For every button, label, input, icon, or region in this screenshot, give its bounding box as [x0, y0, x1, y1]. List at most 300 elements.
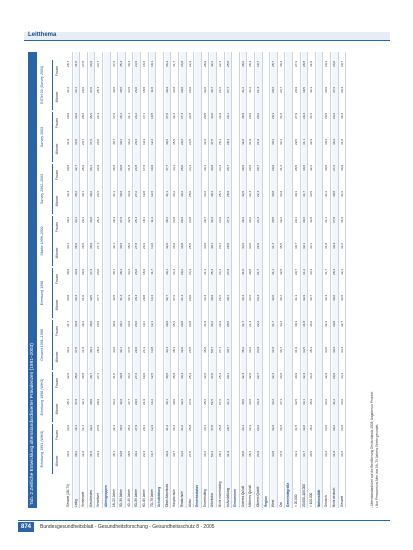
column-subheader: Frauen	[55, 169, 59, 181]
table-cell: 33,9	[66, 425, 70, 431]
table-cell: 30,2	[332, 425, 336, 431]
row-label: 30–39 Jahre	[119, 489, 124, 507]
table-cell: 27,8	[332, 217, 336, 223]
rotated-table-region	[28, 52, 390, 508]
table-cell: 30,5	[324, 165, 329, 171]
table-cell: 42,4	[240, 373, 245, 379]
table-cell: 46,7	[210, 87, 215, 93]
table-cell: 42,3	[111, 425, 116, 431]
table-cell: 47,5	[210, 139, 215, 145]
table-cell: 50,7	[210, 347, 215, 353]
row-label: Hauptschule	[172, 489, 177, 507]
row-label: 60–69 Jahre	[142, 489, 146, 507]
table-cell: 37,7	[164, 165, 169, 171]
table-cell: 34,3	[278, 139, 283, 145]
table-cell: 20,3	[142, 243, 146, 249]
table-cell: 29,5	[202, 113, 207, 119]
table-cell: 49,1	[210, 243, 215, 249]
table-cell: 40,6	[332, 347, 336, 353]
table-cell: 42,0	[164, 243, 169, 249]
table-row	[309, 52, 316, 508]
table-cell: 34,7	[309, 295, 314, 301]
table-cell: 12,2	[149, 139, 154, 145]
table-cell: 30,7	[294, 243, 298, 249]
table-cell: 18,1	[142, 217, 146, 223]
column-subheader: Männer	[55, 91, 59, 103]
table-cell: 29,0	[134, 347, 139, 353]
table-cell: 26,0	[96, 269, 101, 275]
table-cell: 26,0	[96, 139, 101, 145]
table-cell: 33,1	[73, 217, 78, 223]
column-group-header: Erhebung 1998	[40, 268, 53, 318]
column-subheader: Frauen	[55, 221, 59, 233]
table-cell: 33,9	[126, 321, 131, 327]
table-cell: 32,3	[324, 321, 329, 327]
table-cell: 27,3	[294, 61, 298, 67]
table-cell: 46,0	[240, 399, 245, 405]
table-cell: 37,0	[88, 87, 93, 93]
table-cell: 34,2	[126, 139, 131, 145]
section-header-bar	[24, 32, 390, 41]
table-cell: 43,8	[210, 165, 215, 171]
footnote: ¹ Altersstandardisiert auf die Bevölkerung Deutschlands 2003; Angaben in Prozent.	[370, 391, 374, 508]
table-cell: 29,9	[324, 113, 329, 119]
table-cell: 32,0	[202, 87, 207, 93]
column-subheader: Frauen	[55, 429, 59, 441]
table-cell: 31,7	[301, 191, 306, 197]
table-cell: 32,5	[126, 217, 131, 223]
table-cell: 24,3	[187, 269, 192, 275]
row-label: Gesamt	[339, 495, 344, 507]
table-cell: 40,3	[240, 217, 245, 223]
table-cell: 39,1	[164, 269, 169, 275]
table-cell: 32,1	[81, 399, 86, 405]
table-cell: 38,7	[88, 373, 93, 379]
table-caption: Tab. 2 Zeitliche Entwicklung altersstandardisierter Prävalenzen (1991–2003)	[28, 52, 37, 508]
table-cell: 35,9	[73, 243, 78, 249]
table-cell: 43,8	[119, 451, 124, 457]
table-cell: 31,0	[180, 425, 184, 431]
table-cell: 31,4	[271, 243, 276, 249]
table-cell: 22,9	[256, 243, 260, 249]
table-cell: 20,7	[256, 165, 260, 171]
table-cell: 36,3	[126, 295, 131, 301]
table-cell: 33,1	[172, 165, 177, 171]
table-cell: 21,3	[142, 347, 146, 353]
table-rotation-container	[28, 52, 390, 508]
table-cell: 36,2	[202, 451, 207, 457]
table-cell: 36,1	[278, 295, 283, 301]
table-cell: 42,8	[111, 295, 116, 301]
table-cell: 24,0	[187, 87, 192, 93]
table-cell: 31,3	[294, 295, 298, 301]
column-subheader: Männer	[55, 247, 59, 259]
table-cell: 26,6	[96, 191, 101, 197]
table-cell: 39,9	[164, 87, 169, 93]
table-cell: 30,1	[225, 295, 230, 301]
table-cell: 31,1	[271, 269, 276, 275]
table-cell: 32,0	[73, 113, 78, 119]
table-cell: 32,4	[172, 113, 177, 119]
table-cell: 41,7	[240, 321, 245, 327]
table-cell: 19,6	[142, 373, 146, 379]
table-cell: 33,8	[202, 243, 207, 249]
table-cell: 31,8	[81, 347, 86, 353]
table-cell: 16,6	[142, 61, 146, 67]
table-cell: 29,8	[66, 165, 70, 171]
table-cell: 26,7	[225, 165, 230, 171]
row-label: Einkommen	[233, 488, 238, 507]
table-cell: 34,8	[73, 139, 78, 145]
row-label: Gemeindegröße	[286, 482, 291, 507]
table-cell: 44,2	[111, 399, 116, 405]
table-cell: 37,9	[278, 451, 283, 457]
table-cell: 37,7	[126, 399, 131, 405]
table-cell: 30,3	[294, 321, 298, 327]
table-cell: 31,3	[202, 269, 207, 275]
table-row	[264, 52, 271, 508]
table-cell: 12,9	[149, 425, 154, 431]
table-cell: 35,1	[66, 399, 70, 405]
table-cell: 30,9	[66, 269, 70, 275]
table-cell: 27,9	[134, 425, 139, 431]
table-cell: 52,3	[210, 451, 215, 457]
table-cell: 32,4	[324, 295, 329, 301]
table-cell: 33,6	[324, 399, 329, 405]
table-cell: 23,9	[218, 217, 222, 223]
table-cell: 34,2	[248, 347, 253, 353]
table-cell: 34,0	[278, 373, 283, 379]
table-cell: 34,9	[88, 61, 93, 67]
row-label: 70–79 Jahre	[149, 489, 154, 507]
table-cell: 21,9	[142, 399, 146, 405]
table-cell: 36,1	[119, 113, 124, 119]
table-row	[324, 52, 331, 508]
table-cell: 29,6	[248, 165, 253, 171]
table-cell: 28,6	[180, 217, 184, 223]
table-row	[203, 52, 210, 508]
table-cell: 35,5	[172, 139, 177, 145]
footnote: ² Nur Personen im Alter von 18–79 Jahren; Werte gerundet.	[374, 423, 379, 508]
table-cell: 30,2	[248, 217, 253, 223]
table-cell: 29,7	[294, 269, 298, 275]
table-cell: 32,6	[202, 139, 207, 145]
table-row	[157, 52, 164, 508]
table-cell: 34,1	[309, 243, 314, 249]
table-cell: 42,9	[119, 399, 124, 405]
table-cell: 36,3	[164, 61, 169, 67]
table-cell: 31,4	[81, 425, 86, 431]
table-cell: 32,8	[278, 269, 283, 275]
table-cell: 32,0	[248, 373, 253, 379]
table-cell: 48,3	[210, 191, 215, 197]
table-cell: 29,7	[339, 61, 344, 67]
table-cell: 31,9	[202, 321, 207, 327]
journal-citation: Bundesgesundheitsblatt - Gesundheitsforschung - Gesundheitsschutz 8 · 2005	[40, 524, 215, 530]
table-cell: 29,1	[294, 217, 298, 223]
table-cell: 35,5	[88, 113, 93, 119]
table-cell: 37,9	[111, 113, 116, 119]
table-cell: 33,0	[301, 425, 306, 431]
table-cell: 47,0	[210, 373, 215, 379]
table-cell: 49,9	[210, 295, 215, 301]
table-cell: 26,8	[180, 61, 184, 67]
table-cell: 28,2	[96, 347, 101, 353]
table-cell: 37,4	[88, 269, 93, 275]
table-cell: 34,8	[248, 399, 253, 405]
table-cell: 31,4	[180, 295, 184, 301]
table-cell: 28,8	[301, 61, 306, 67]
table-cell: 32,9	[301, 295, 306, 301]
table-row	[142, 52, 149, 508]
table-cell: 45,4	[210, 269, 215, 275]
table-cell: 44,4	[240, 295, 245, 301]
table-cell: 28,7	[66, 61, 70, 67]
table-cell: 41,2	[164, 425, 169, 431]
table-cell: 30,0	[301, 165, 306, 171]
table-cell: 39,7	[172, 451, 177, 457]
column-group-header: Erhebung 1991 (WHO)	[40, 424, 53, 474]
table-cell: 32,6	[271, 347, 276, 353]
table-cell: 35,2	[73, 191, 78, 197]
table-cell: 24,6	[218, 87, 222, 93]
table-cell: 44,9	[164, 451, 169, 457]
table-row	[66, 52, 73, 508]
table-row	[279, 52, 286, 508]
table-cell: 37,3	[278, 399, 283, 405]
table-cell: 39,2	[119, 139, 124, 145]
table-cell: 43,6	[240, 243, 245, 249]
table-cell: 40,6	[164, 139, 169, 145]
table-cell: 25,3	[187, 373, 192, 379]
table-cell: 36,9	[172, 243, 177, 249]
table-cell: 31,3	[225, 399, 230, 405]
table-cell: 38,5	[126, 451, 131, 457]
table-cell: 29,0	[248, 113, 253, 119]
table-cell: 36,4	[73, 295, 78, 301]
table-cell: 10,1	[149, 61, 154, 67]
table-cell: 35,8	[172, 373, 177, 379]
table-cell: 30,2	[81, 321, 86, 327]
table-cell: 29,3	[324, 61, 329, 67]
table-cell: 30,8	[248, 269, 253, 275]
table-cell: 38,5	[119, 87, 124, 93]
table-cell: 26,5	[187, 347, 192, 353]
table-cell: 34,6	[339, 451, 344, 457]
table-cell: 21,4	[256, 87, 260, 93]
table-cell: 29,1	[81, 217, 86, 223]
table-cell: 29,4	[301, 113, 306, 119]
table-cell: 30,2	[271, 139, 276, 145]
table-cell: 29,5	[294, 139, 298, 145]
table-cell: 32,0	[66, 373, 70, 379]
table-cell: 34,6	[126, 373, 131, 379]
table-cell: 31,7	[172, 61, 177, 67]
table-cell: 32,0	[180, 347, 184, 353]
table-cell: 37,5	[73, 347, 78, 353]
row-label: West	[271, 499, 276, 507]
table-cell: 35,5	[278, 243, 283, 249]
table-cell: 30,9	[294, 373, 298, 379]
table-cell: 31,8	[248, 139, 253, 145]
table-cell: 27,5	[187, 451, 192, 457]
table-cell: 41,2	[240, 87, 245, 93]
table-cell: 34,4	[172, 269, 177, 275]
table-cell: 38,3	[119, 269, 124, 275]
table-cell: 35,0	[73, 373, 78, 379]
table-cell: 30,4	[339, 87, 344, 93]
table-cell: 31,0	[81, 295, 86, 301]
table-cell: 31,0	[309, 61, 314, 67]
table-cell: 24,2	[134, 113, 139, 119]
table-cell: 28,1	[218, 451, 222, 457]
row-label: Schulbildung	[157, 486, 162, 507]
table-cell: 34,9	[126, 191, 131, 197]
table-cell: 30,8	[271, 191, 276, 197]
row-label: 40–49 Jahre	[126, 489, 131, 507]
table-cell: 23,6	[134, 61, 139, 67]
column-group-header: Survey 2003	[40, 112, 53, 162]
table-cell: 29,6	[134, 399, 139, 405]
table-cell: 44,6	[210, 217, 215, 223]
table-cell: 30,9	[339, 165, 344, 171]
table-cell: 19,7	[256, 61, 260, 67]
table-cell: 38,9	[240, 113, 245, 119]
row-label: Arbeitslos	[210, 493, 215, 507]
table-cell: 34,4	[202, 295, 207, 301]
table-cell: 32,5	[294, 399, 298, 405]
table-cell: 17,6	[142, 165, 146, 171]
table-cell: 32,3	[301, 243, 306, 249]
table-cell: 31,0	[339, 139, 344, 145]
table-cell: 23,2	[256, 425, 260, 431]
column-subheader: Frauen	[55, 325, 59, 337]
table-cell: 27,8	[96, 425, 101, 431]
table-cell: 37,6	[119, 217, 124, 223]
column-subheader: Männer	[55, 403, 59, 415]
table-cell: 29,4	[96, 451, 101, 457]
table-cell: 28,6	[81, 165, 86, 171]
table-cell: 30,2	[180, 191, 184, 197]
table-cell: 18,6	[142, 269, 146, 275]
table-cell: 41,2	[332, 399, 336, 405]
table-cell: 30,1	[202, 165, 207, 171]
table-cell: 32,6	[180, 399, 184, 405]
table-cell: 31,8	[301, 321, 306, 327]
table-cell: 36,1	[73, 425, 78, 431]
table-cell: 45,2	[240, 347, 245, 353]
table-cell: 41,5	[111, 373, 116, 379]
table-cell: 30,6	[301, 217, 306, 223]
table-row	[256, 52, 263, 508]
table-cell: 34,2	[324, 451, 329, 457]
column-subheader: Männer	[55, 143, 59, 155]
table-cell: 34,6	[278, 425, 283, 431]
table-cell: 43,1	[240, 425, 245, 431]
table-cell: 29,9	[271, 165, 276, 171]
table-cell: 40,1	[111, 269, 116, 275]
table-cell: 38,0	[88, 321, 93, 327]
table-cell: 36,1	[88, 165, 93, 171]
table-row	[165, 52, 172, 508]
table-cell: 37,6	[172, 295, 177, 301]
table-cell: 31,2	[301, 269, 306, 275]
table-cell: 25,0	[187, 191, 192, 197]
table-cell: 31,9	[225, 451, 230, 457]
table-row	[89, 52, 96, 508]
column-subheaders	[55, 52, 63, 508]
row-label: Realschule	[180, 491, 184, 507]
table-cell: 46,2	[210, 321, 215, 327]
table-cell: 32,8	[339, 295, 344, 301]
row-label: Deutsch	[324, 495, 329, 507]
table-cell: 20,2	[256, 113, 260, 119]
table-cell: 31,9	[66, 139, 70, 145]
table-cell: 19,1	[142, 321, 146, 327]
table-cell: 30,4	[126, 61, 131, 67]
table-cell: 41,5	[88, 451, 93, 457]
table-cell: 45,1	[111, 451, 116, 457]
table-cell: 22,4	[218, 61, 222, 67]
table-cell: 33,2	[180, 451, 184, 457]
row-label: In Ausbildung	[225, 487, 230, 507]
table-cell: 39,9	[119, 191, 124, 197]
table-cell: 36,4	[172, 425, 177, 431]
table-cell: 28,5	[294, 165, 298, 171]
row-label: Verwitwet	[96, 493, 101, 507]
table-row	[112, 52, 119, 508]
table-cell: 32,3	[309, 87, 314, 93]
table-cell: 23,8	[187, 217, 192, 223]
table-cell: 27,7	[96, 295, 101, 301]
table-cell: 26,1	[218, 243, 222, 249]
table-row	[134, 52, 141, 508]
table-cell: 35,9	[309, 399, 314, 405]
column-subheader: Frauen	[55, 65, 59, 77]
table-cell: 39,0	[172, 399, 177, 405]
table-cell: 37,0	[126, 347, 131, 353]
row-label: Mittleres Quintil	[248, 485, 253, 507]
table-cell: 33,5	[309, 191, 314, 197]
table-row	[218, 52, 225, 508]
table-cell: 26,6	[134, 321, 139, 327]
page-number: 874	[18, 522, 34, 532]
table-cell: 28,0	[180, 165, 184, 171]
table-cell: 34,1	[301, 399, 306, 405]
table-cell: 32,1	[339, 269, 344, 275]
table-cell: 27,1	[218, 347, 222, 353]
table-row	[241, 52, 248, 508]
column-subheader: Männer	[55, 195, 59, 207]
table-cell: 32,9	[324, 373, 329, 379]
table-cell: 31,2	[324, 191, 329, 197]
table-cell: 38,2	[88, 191, 93, 197]
table-cell: 31,8	[126, 165, 131, 171]
table-cell: 26,0	[134, 87, 139, 93]
table-cell: 42,7	[164, 295, 169, 301]
row-label: Nationalität	[316, 489, 321, 507]
table-cell: 33,9	[73, 269, 78, 275]
table-row	[74, 52, 81, 508]
table-cell: 39,8	[164, 321, 169, 327]
table-cell: 41,3	[111, 191, 116, 197]
table-cell: 27,1	[96, 373, 101, 379]
table-cell: 40,5	[164, 373, 169, 379]
table-cell: 25,1	[218, 139, 222, 145]
table-cell: 29,3	[271, 113, 276, 119]
table-cell: 42,1	[111, 243, 116, 249]
table-cell: 31,7	[324, 269, 329, 275]
